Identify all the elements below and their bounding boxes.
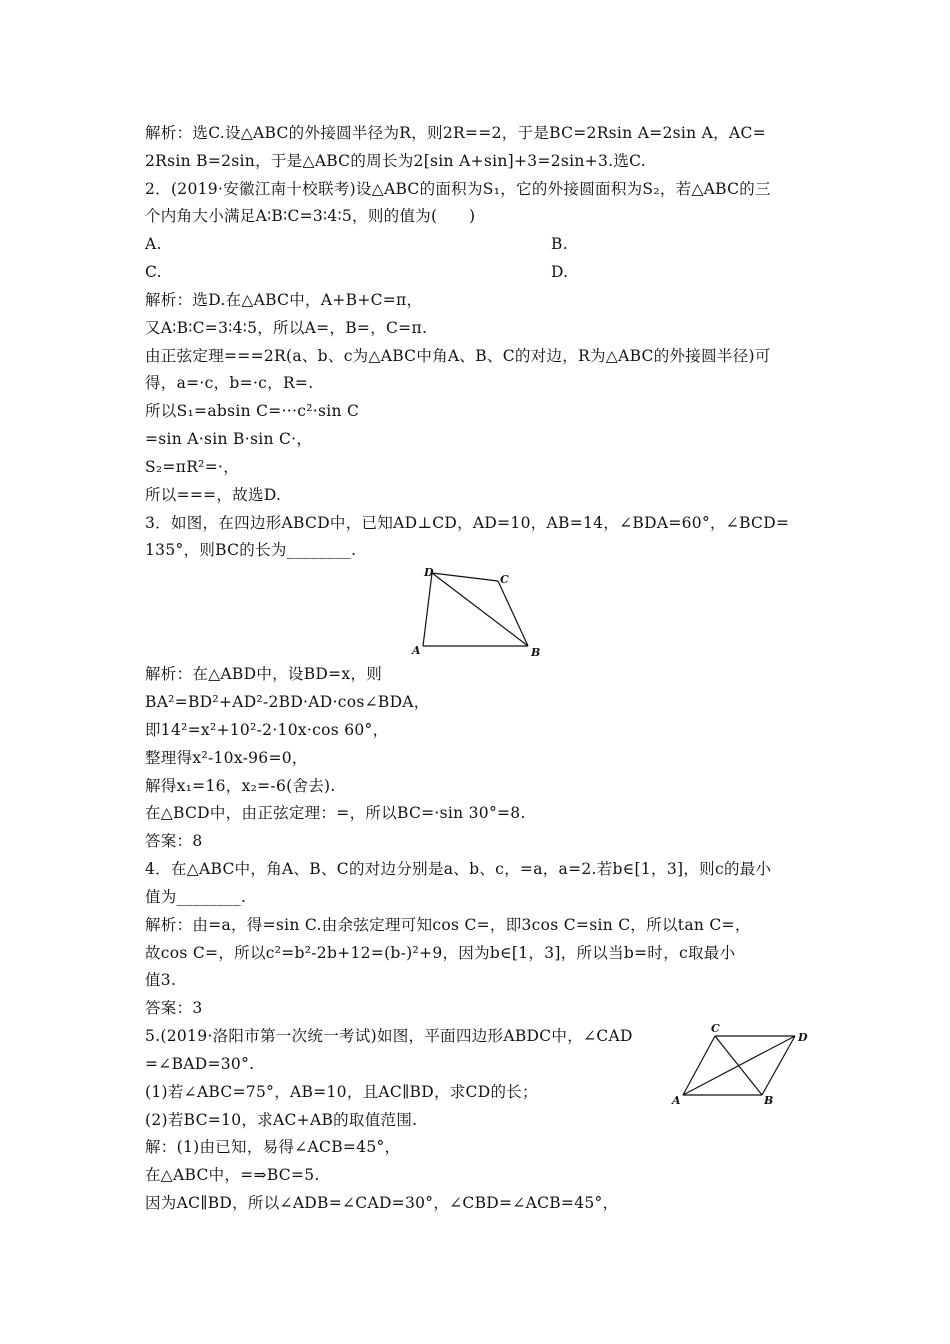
edge-da: [423, 573, 432, 646]
quadrilateral-figure-abdc: [668, 1020, 813, 1110]
text-line: 又A∶B∶C=3∶4∶5，所以A=，B=，C=π.: [145, 319, 428, 337]
vertex-label-b: B: [764, 1094, 774, 1107]
option-b: B.: [551, 235, 568, 253]
vertex-label-c: C: [711, 1022, 720, 1035]
text-line: (2)若BC=10，求AC+AB的取值范围.: [145, 1111, 418, 1129]
text-line: 得，a=·c，b=·c，R=.: [145, 374, 314, 392]
text-line: 解得x₁=16，x₂=-6(舍去).: [145, 777, 336, 795]
vertex-label-d: D: [424, 566, 434, 579]
text-line: 5.(2019·洛阳市第一次统一考试)如图，平面四边形ABDC中，∠CAD: [145, 1027, 633, 1045]
text-line: 解析：在△ABD中，设BD=x，则: [145, 665, 383, 683]
text-line: 解：(1)由已知，易得∠ACB=45°，: [145, 1138, 401, 1156]
text-line: 由正弦定理===2R(a、b、c为△ABC中角A、B、C的对边，R为△ABC的外接圆半径)可: [145, 347, 771, 365]
diagonal-cb: [715, 1036, 762, 1095]
text-line: 2．(2019·安徽江南十校联考)设△ABC的面积为S₁，它的外接圆面积为S₂，若△ABC的三: [145, 180, 771, 198]
quadrilateral-figure-abcd: [410, 563, 545, 663]
text-line: 135°，则BC的长为________.: [145, 541, 357, 559]
option-a: A.: [145, 235, 162, 253]
text-line: 2Rsin B=2sin，于是△ABC的周长为2[sin A+sin]+3=2sin+3.选C.: [145, 152, 646, 170]
text-line: 在△ABC中，=⇒BC=5.: [145, 1166, 320, 1184]
text-line: 整理得x²-10x-96=0，: [145, 749, 308, 767]
text-line: =sin A·sin B·sin C·，: [145, 430, 313, 448]
text-line: 故cos C=，所以c²=b²-2b+12=(b-)²+9，因为b∈[1，3]，所以当b=时，c取最小: [145, 944, 736, 962]
text-line: 解析：由=a，得=sin C.由余弦定理可知cos C=，即3cos C=sin C，所以tan C=，: [145, 916, 751, 934]
vertex-label-b: B: [531, 646, 541, 659]
text-line: 即14²=x²+10²-2·10x·cos 60°，: [145, 721, 389, 739]
text-line: 因为AC∥BD，所以∠ADB=∠CAD=30°，∠CBD=∠ACB=45°，: [145, 1194, 619, 1212]
text-line: S₂=πR²=·，: [145, 458, 240, 476]
text-line: 解析：选D.在△ABC中，A+B+C=π，: [145, 291, 423, 309]
text-line: 3．如图，在四边形ABCD中，已知AD⊥CD，AD=10，AB=14，∠BDA=60°，∠BCD=: [145, 514, 790, 532]
text-line: 所以S₁=absin C=···c²·sin C: [145, 402, 360, 420]
text-line: (1)若∠ABC=75°，AB=10，且AC∥BD，求CD的长；: [145, 1083, 538, 1101]
answer-line: 答案：3: [145, 999, 203, 1017]
text-line: 解析：选C.设△ABC的外接圆半径为R，则2R==2，于是BC=2Rsin A=2sin A，AC=: [145, 124, 766, 142]
vertex-label-d: D: [798, 1031, 808, 1044]
diagonal-db: [432, 573, 528, 646]
vertex-label-a: A: [412, 644, 421, 657]
text-line: 个内角大小满足A∶B∶C=3∶4∶5，则的值为( ): [145, 207, 476, 225]
text-line: 所以===，故选D.: [145, 486, 282, 504]
text-line: 值3.: [145, 971, 177, 989]
text-line: 4．在△ABC中，角A、B、C的对边分别是a、b、c，=a，a=2.若b∈[1，3]，则c的最小: [145, 860, 772, 878]
option-c: C.: [145, 263, 162, 281]
edge-cb: [498, 581, 528, 646]
text-line: =∠BAD=30°.: [145, 1055, 255, 1073]
option-d: D.: [551, 263, 569, 281]
vertex-label-a: A: [672, 1094, 681, 1107]
text-line: BA²=BD²+AD²-2BD·AD·cos∠BDA，: [145, 693, 430, 711]
text-line: 在△BCD中，由正弦定理：=，所以BC=·sin 30°=8.: [145, 804, 526, 822]
answer-line: 答案：8: [145, 832, 203, 850]
text-line: 值为________.: [145, 888, 247, 906]
vertex-label-c: C: [500, 573, 509, 586]
